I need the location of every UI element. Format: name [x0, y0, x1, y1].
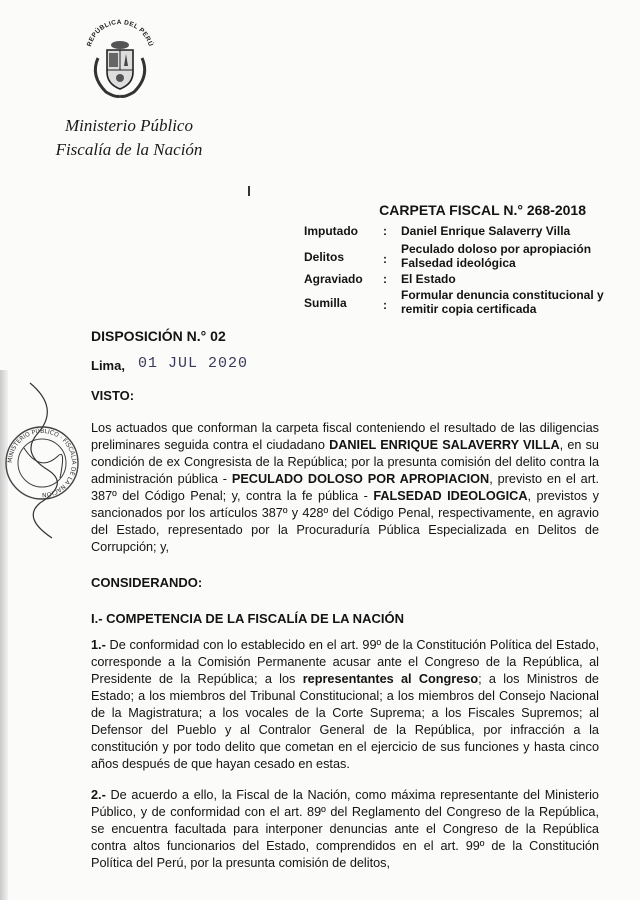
file-number: CARPETA FISCAL N.° 268-2018: [379, 202, 586, 218]
meta-label: Sumilla: [304, 296, 347, 310]
meta-colon: :: [383, 224, 387, 238]
meta-row-delitos: [304, 242, 604, 272]
meta-row-sumilla: [304, 288, 604, 318]
meta-value: Daniel Enrique Salaverry Villa: [401, 224, 571, 238]
meta-row-imputado: [304, 224, 604, 242]
meta-label: Agraviado: [304, 272, 363, 286]
meta-value: Peculado doloso por apropiación Falsedad ideológica: [401, 242, 592, 270]
disposition-title: DISPOSICIÓN N.° 02: [91, 328, 226, 344]
visto-heading: VISTO:: [91, 388, 135, 403]
meta-row-agraviado: [304, 272, 604, 288]
place-label: Lima,: [91, 358, 125, 373]
meta-label: Delitos: [304, 250, 345, 264]
crest-text: REPÚBLICA DEL PERÚ: [86, 18, 154, 48]
institution-name: Ministerio Público: [65, 116, 193, 135]
institution-subname: Fiscalía de la Nación: [55, 140, 203, 159]
meta-value: Formular denuncia constitucional y remitir copia certificada: [401, 288, 604, 316]
section-heading: I.- COMPETENCIA DE LA FISCALÍA DE LA NACIÓN: [91, 611, 404, 626]
paragraph-1: 1.- De conformidad con lo establecido en el art. 99º de la Constitución Política del Estado, corresponde a la Comisión Permanente acusar ante el Congreso de la República, al Presidente de la República; a los representantes al Congreso; a los Ministros de Estado; a los miembros del Tribunal Constitucional; a los miembros del Consejo Nacional de la Magistratura; a los vocales de la Corte Suprema; a los Fiscales Supremos; al Defensor del Pueblo y al Contralor General de la República, por infracción a la constitución y por todo delito que cometan en el ejercicio de sus funciones y hasta cinco años después de que hayan cesado en estas.: [91, 638, 599, 771]
meta-colon: :: [383, 272, 387, 286]
meta-colon: :: [383, 252, 387, 266]
tick-mark: [248, 186, 250, 196]
coat-of-arms-icon: [80, 14, 160, 100]
meta-value: El Estado: [401, 272, 456, 286]
paragraph-2: 2.- De acuerdo a ello, la Fiscal de la Nación, como máxima representante del Ministerio Público, y de conformidad con el art. 89º del Reglamento del Congreso de la República, se encuentra facultada para interponer denuncias ante el Congreso de la República contra altos funcionarios del Estado, comprendidos en el art. 99º de la Constitución Política del Perú, por la presunta comisión de delitos,: [91, 788, 599, 870]
meta-label: Imputado: [304, 224, 358, 238]
seal-text: MINISTERIO PÚBLICO · FISCALÍA DE LA NACIÓN: [6, 427, 78, 499]
considerando-heading: CONSIDERANDO:: [91, 575, 203, 590]
meta-colon: :: [383, 298, 387, 312]
visto-paragraph: Los actuados que conforman la carpeta fiscal conteniendo el resultado de las diligencias preliminares seguida contra el ciudadano DANIEL ENRIQUE SALAVERRY VILLA, en su condición de ex Congresista de la República; por la presunta comisión del delito contra la administración pública - PECULADO DOLOSO POR APROPIACION, previsto en el art. 387º del Código Penal; y, contra la fe pública - FALSEDAD IDEOLOGICA, previstos y sancionados por los artículos 387º y 428º del Código Penal, respectivamente, en agravio del Estado, representado por la Procuraduría Pública Especializada en Delitos de Corrupción; y,: [91, 421, 600, 554]
date-stamp: 01 JUL 2020: [138, 355, 249, 372]
file-metadata: [304, 224, 604, 318]
official-seal-icon: [0, 378, 96, 548]
